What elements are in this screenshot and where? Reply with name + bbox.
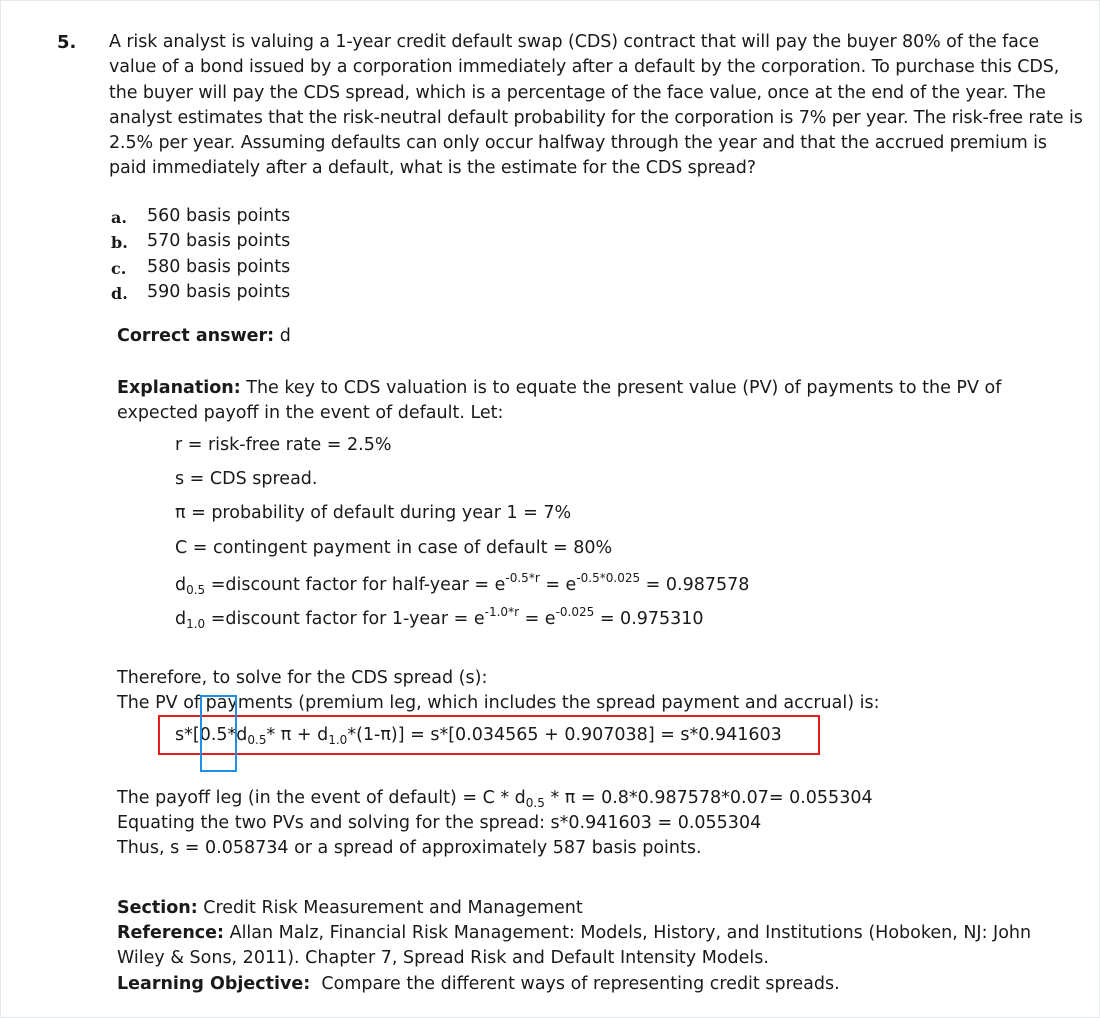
option-c-letter: c. [111, 259, 127, 278]
option-a-text: 560 basis points [147, 206, 291, 226]
payoff-leg-line [117, 788, 873, 810]
thus-line: Thus, s = 0.058734 or a spread of approximately 587 basis points. [117, 838, 702, 858]
section-value: Credit Risk Measurement and Management [197, 898, 583, 918]
question-text-line: the buyer will pay the CDS spread, which is a percentage of the face value, once at the end of the year. The [109, 83, 1046, 103]
reference-line [117, 923, 1031, 943]
subscript: 0.5 [247, 733, 267, 747]
definition-value: = 0.975310 [594, 609, 704, 629]
definition-text: = e [519, 609, 556, 629]
explanation-line: expected payoff in the event of default. Let: [117, 403, 504, 423]
definition-c: C = contingent payment in case of default = 80% [175, 538, 613, 558]
question-text-line: value of a bond issued by a corporation immediately after a default by the corporation. To purchase this CDS, [109, 57, 1060, 77]
superscript: -1.0*r [484, 605, 520, 619]
formula-part: * π + d [266, 725, 329, 745]
correct-answer-value: d [274, 326, 291, 346]
definition-d10 [175, 605, 704, 631]
question-text-line: paid immediately after a default, what is the estimate for the CDS spread? [109, 158, 756, 178]
definition-r: r = risk-free rate = 2.5% [175, 435, 392, 455]
formula-part: s*[0.5*d [175, 725, 248, 745]
superscript: -0.5*r [505, 571, 540, 585]
learning-objective-line [117, 974, 840, 994]
learning-objective-value: Compare the different ways of representing credit spreads. [310, 974, 840, 994]
premium-leg-formula [175, 725, 782, 747]
reference-label: Reference: [117, 923, 225, 943]
subscript: 0.5 [525, 796, 545, 810]
explanation-line [117, 378, 1001, 398]
section-label: Section: [117, 898, 198, 918]
definition-text: = e [539, 575, 577, 595]
reference-text: Allan Malz, Financial Risk Management: Models, History, and Institutions (Hoboken, NJ: John [224, 923, 1032, 943]
question-text-line: A risk analyst is valuing a 1-year credit default swap (CDS) contract that will pay the buyer 80% of the face [109, 32, 1039, 52]
question-number: 5. [57, 32, 77, 53]
definition-text: =discount factor for half-year = e [205, 575, 506, 595]
formula-part: *(1-π)] = s*[0.034565 + 0.907038] = s*0.941603 [347, 725, 782, 745]
learning-objective-label: Learning Objective: [117, 974, 311, 994]
correct-answer-label: Correct answer: [117, 326, 275, 346]
definition-text: =discount factor for 1-year = e [205, 609, 485, 629]
definition-d05 [175, 571, 749, 597]
solution-pv-payments: The PV of payments (premium leg, which includes the spread payment and accrual) is: [117, 693, 880, 713]
option-d-letter: d. [111, 284, 128, 303]
option-b-letter: b. [111, 233, 128, 252]
option-b-text: 570 basis points [147, 231, 291, 251]
question-text-line: analyst estimates that the risk-neutral default probability for the corporation is 7% per year. The risk-free rate is [109, 108, 1083, 128]
d-symbol: d [175, 575, 187, 595]
explanation-label: Explanation: [117, 378, 241, 398]
section-line [117, 898, 583, 918]
payoff-text: The payoff leg (in the event of default) = C * d [117, 788, 526, 808]
reference-line-2: Wiley & Sons, 2011). Chapter 7, Spread Risk and Default Intensity Models. [117, 948, 769, 968]
superscript: -0.025 [555, 605, 595, 619]
option-d-text: 590 basis points [147, 282, 291, 302]
option-a-letter: a. [111, 208, 127, 227]
equating-line: Equating the two PVs and solving for the spread: s*0.941603 = 0.055304 [117, 813, 762, 833]
definition-s: s = CDS spread. [175, 469, 318, 489]
question-text-line: 2.5% per year. Assuming defaults can only occur halfway through the year and that the accrued premium is [109, 133, 1047, 153]
option-c-text: 580 basis points [147, 257, 291, 277]
definition-pi: π = probability of default during year 1 = 7% [175, 503, 572, 523]
correct-answer [117, 326, 291, 346]
explanation-text: The key to CDS valuation is to equate the present value (PV) of payments to the PV of [240, 378, 1002, 398]
payoff-text: * π = 0.8*0.987578*0.07= 0.055304 [544, 788, 873, 808]
definition-value: = 0.987578 [640, 575, 750, 595]
subscript: 1.0 [186, 617, 206, 631]
d-symbol: d [175, 609, 187, 629]
subscript: 0.5 [186, 583, 206, 597]
subscript: 1.0 [328, 733, 348, 747]
superscript: -0.5*0.025 [576, 571, 641, 585]
solution-therefore: Therefore, to solve for the CDS spread (s): [117, 668, 488, 688]
highlight-blue-box [200, 695, 237, 772]
